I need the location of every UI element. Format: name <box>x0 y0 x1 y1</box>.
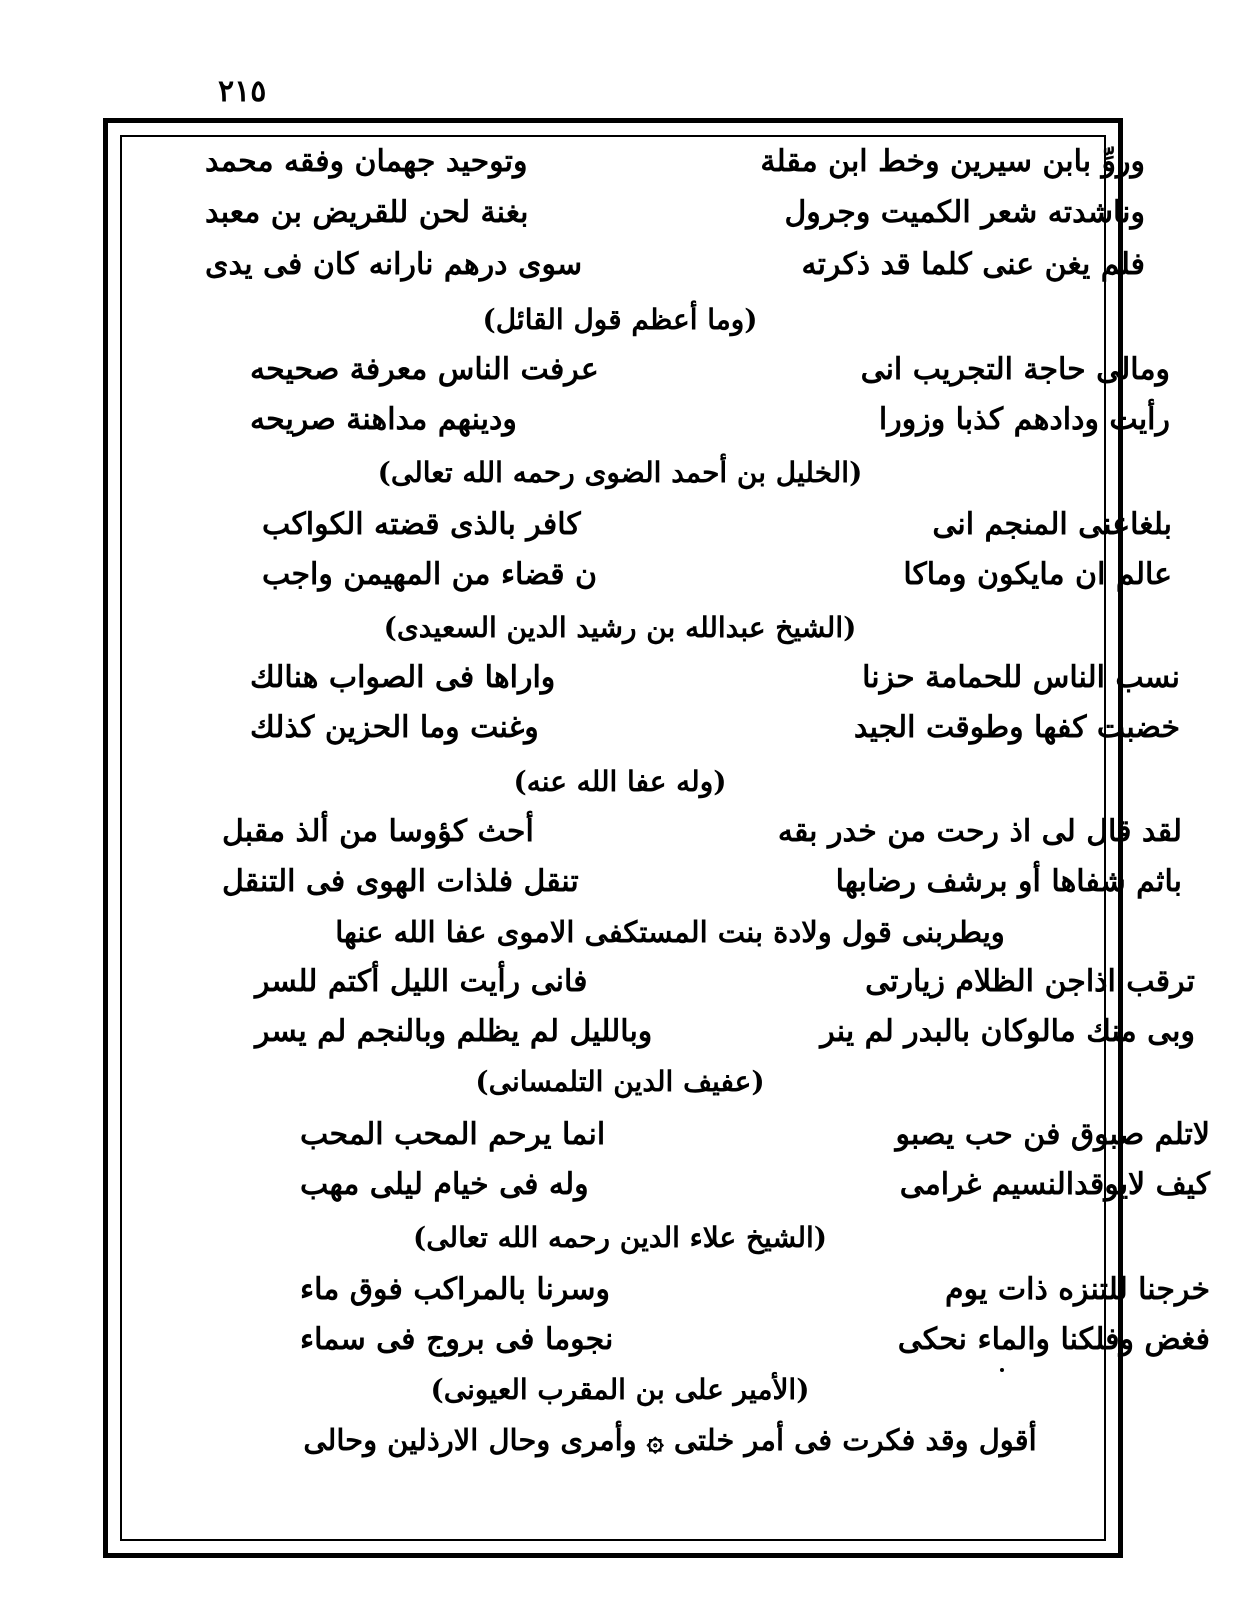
verse-first-hemistich: لاتلم صبوق فن حب يصبو <box>895 1117 1210 1152</box>
verse-second-hemistich: سوى درهم نارانه كان فى يدى <box>205 247 583 282</box>
verse-line <box>250 400 1170 440</box>
verse-first-hemistich: خرجنا للتنزه ذات يوم <box>945 1272 1210 1307</box>
poet-heading: (الأمير على بن المقرب العيونى) <box>430 1373 810 1406</box>
ink-dot <box>1000 1368 1004 1372</box>
verse-first-hemistich: فلم يغن عنى كلما قد ذكرته <box>801 247 1145 282</box>
verse-second-hemistich: فانى رأيت الليل أكتم للسر <box>255 964 588 999</box>
verse-line <box>300 1270 1210 1310</box>
verse-first-hemistich: ومالى حاجة التجريب انى <box>860 352 1170 387</box>
verse-first-hemistich: ترقب اذاجن الظلام زيارتى <box>865 964 1195 999</box>
verse-second-hemistich: أحث كؤوسا من ألذ مقبل <box>222 814 534 849</box>
verse-second-hemistich: ودينهم مداهنة صريحه <box>250 402 517 437</box>
verse-second-hemistich: واراها فى الصواب هنالك <box>250 660 556 695</box>
verse-line <box>300 1320 1210 1360</box>
poet-heading: (وله عفا الله عنه) <box>513 765 727 798</box>
verse-first-hemistich: نسب الناس للحمامة حزنا <box>862 660 1180 695</box>
verse-line <box>255 1012 1195 1052</box>
verse-second-hemistich: انما يرحم المحب المحب <box>300 1117 606 1152</box>
verse-line <box>250 350 1170 390</box>
poet-heading: (الشيخ علاء الدين رحمه الله تعالى) <box>412 1221 828 1254</box>
page-number: ٢١٥ <box>218 74 267 109</box>
verse-first-hemistich: رأيت ودادهم كذبا وزورا <box>878 402 1170 437</box>
verse-line <box>250 658 1180 698</box>
verse-line <box>222 812 1182 852</box>
poet-heading: (عفيف الدين التلمسانى) <box>475 1065 765 1098</box>
verse-line <box>205 245 1145 285</box>
poet-heading: (الخليل بن أحمد الضوى رحمه الله تعالى) <box>377 456 863 489</box>
verse-line <box>262 555 1172 595</box>
verse-second-hemistich: بغنة لحن للقريض بن معبد <box>205 195 529 230</box>
verse-first-hemistich: كيف لايوقدالنسيم غرامى <box>899 1167 1210 1202</box>
verse-first-hemistich: خضبت كفها وطوقت الجيد <box>853 710 1180 745</box>
verse-second-hemistich: وبالليل لم يظلم وبالنجم لم يسر <box>255 1014 653 1049</box>
verse-second-hemistich: عرفت الناس معرفة صحيحه <box>250 352 599 387</box>
verse-second-hemistich: وله فى خيام ليلى مهب <box>300 1167 589 1202</box>
verse-line <box>205 193 1145 233</box>
verse-line <box>300 1165 1210 1205</box>
verse-second-hemistich: وغنت وما الحزين كذلك <box>250 710 539 745</box>
verse-line <box>250 708 1180 748</box>
verse-line <box>205 142 1145 182</box>
verse-second-hemistich: نجوما فى بروج فى سماء <box>300 1322 614 1357</box>
verse-first-hemistich: وروِّ بابن سيرين وخط ابن مقلة <box>760 144 1145 179</box>
verse-first-hemistich: باثم شفاها أو برشف رضابها <box>835 864 1182 899</box>
verse-first-hemistich: وبى منك مالوكان بالبدر لم ينر <box>820 1014 1195 1049</box>
verse-line <box>300 1115 1210 1155</box>
verse-first-hemistich: عالم ان مايكون وماكا <box>903 557 1172 592</box>
verse-second-hemistich: ن قضاء من المهيمن واجب <box>262 557 598 592</box>
verse-second-hemistich: وتوحيد جهمان وفقه محمد <box>205 144 528 179</box>
verse-first-hemistich: بلغاعنى المنجم انى <box>932 507 1172 542</box>
verse-second-hemistich: تنقل فلذات الهوى فى التنقل <box>222 864 579 899</box>
verse-first-hemistich: لقد قال لى اذ رحت من خدر بقه <box>777 814 1182 849</box>
verse-line <box>262 505 1172 545</box>
prose-line: أقول وقد فكرت فى أمر خلتى ۞ وأمرى وحال الارذلين وحالى <box>303 1423 1037 1457</box>
verse-line <box>255 962 1195 1002</box>
prose-line: ويطربنى قول ولادة بنت المستكفى الاموى عفا الله عنها <box>335 915 1005 949</box>
verse-line <box>222 862 1182 902</box>
verse-second-hemistich: وسرنا بالمراكب فوق ماء <box>300 1272 611 1307</box>
poet-heading: (وما أعظم قول القائل) <box>482 303 758 336</box>
verse-first-hemistich: وناشدته شعر الكميت وجرول <box>784 195 1145 230</box>
verse-first-hemistich: فغض وفلكنا والماء نحكى <box>897 1322 1210 1357</box>
poet-heading: (الشيخ عبدالله بن رشيد الدين السعيدى) <box>383 611 857 644</box>
verse-second-hemistich: كافر بالذى قضته الكواكب <box>262 507 581 542</box>
